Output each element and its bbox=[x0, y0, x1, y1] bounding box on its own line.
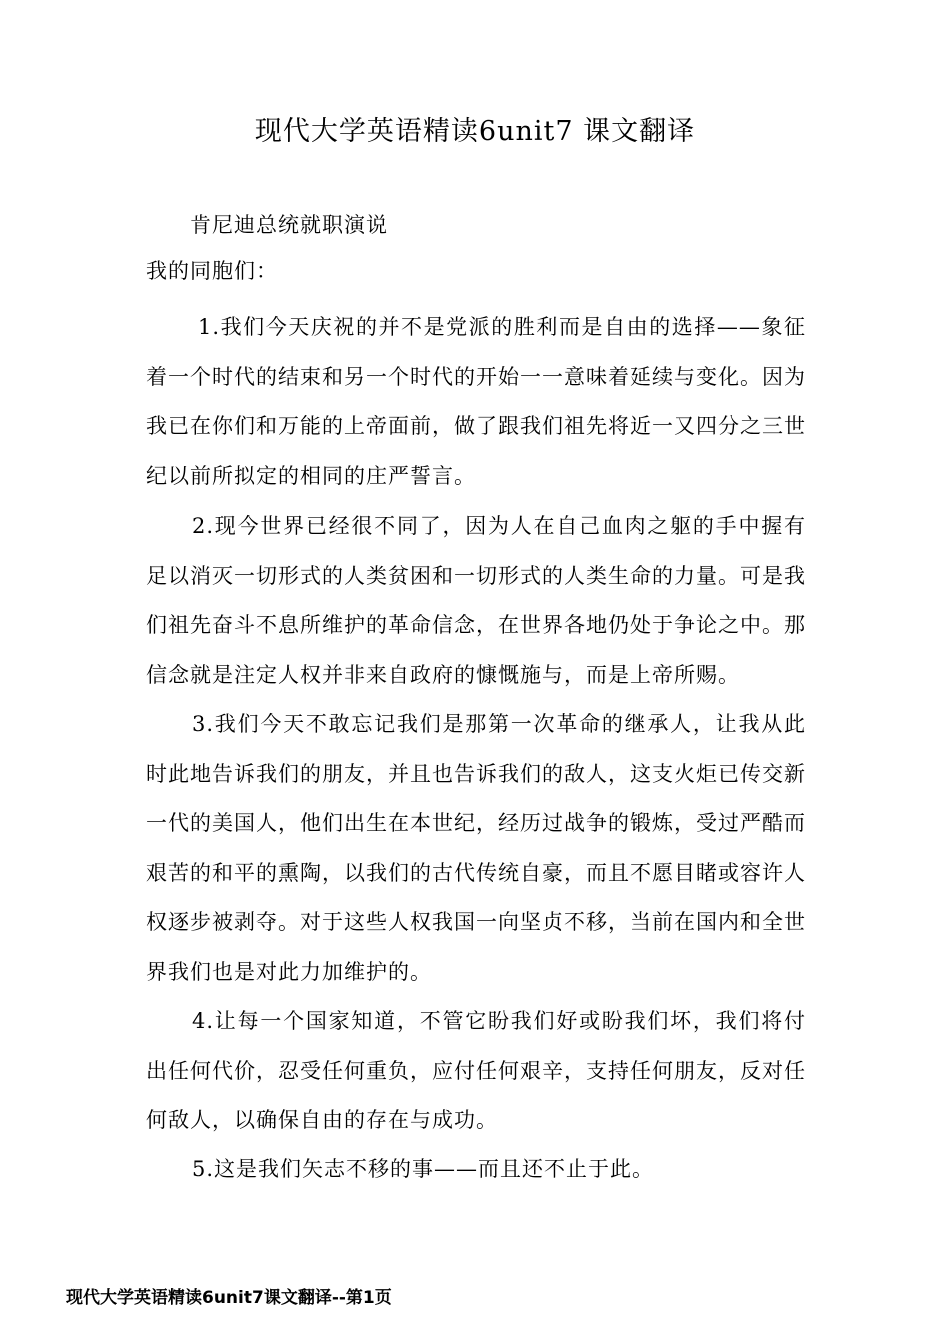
salutation: 我的同胞们： bbox=[146, 259, 278, 283]
page-title: 现代大学英语精读6unit7 课文翻译 bbox=[254, 116, 696, 147]
paragraph-3: 3.我们今天不敢忘记我们是那第一次革命的继承人，让我从此时此地告诉我们的朋友，并且也告诉我们的敌人，这支火炬已传交新一代的美国人，他们出生在本世纪，经历过战争的锻炼，受过严酷而艰苦的和平的熏陶，以我们的古代传统自豪，而且不愿目睹或容许人权逐步被剥夺。对于这些人权我国一向坚贞不移，当前在国内和全世界我们也是对此力加维护的。 bbox=[146, 712, 806, 984]
paragraph-5: 5.这是我们矢志不移的事——而且还不止于此。 bbox=[192, 1157, 655, 1181]
page-footer: 现代大学英语精读6unit7课文翻译--第1页 bbox=[66, 1288, 392, 1308]
speech-title: 肯尼迪总统就职演说 bbox=[190, 213, 388, 237]
paragraph-4: 4.让每一个国家知道，不管它盼我们好或盼我们坏，我们将付出任何代价，忍受任何重负，应付任何艰辛，支持任何朋友，反对任何敌人，以确保自由的存在与成功。 bbox=[146, 1009, 806, 1132]
paragraph-2: 2.现今世界已经很不同了，因为人在自己血肉之躯的手中握有足以消灭一切形式的人类贫困和一切形式的人类生命的力量。可是我们祖先奋斗不息所维护的革命信念，在世界各地仍处于争论之中。那信念就是注定人权并非来自政府的慷慨施与，而是上帝所赐。 bbox=[146, 514, 806, 687]
paragraph-1: 1.我们今天庆祝的并不是党派的胜利而是自由的选择——象征着一个时代的结束和另一个时代的开始一一意味着延续与变化。因为我已在你们和万能的上帝面前，做了跟我们祖先将近一又四分之三世纪以前所拟定的相同的庄严誓言。 bbox=[146, 315, 806, 488]
